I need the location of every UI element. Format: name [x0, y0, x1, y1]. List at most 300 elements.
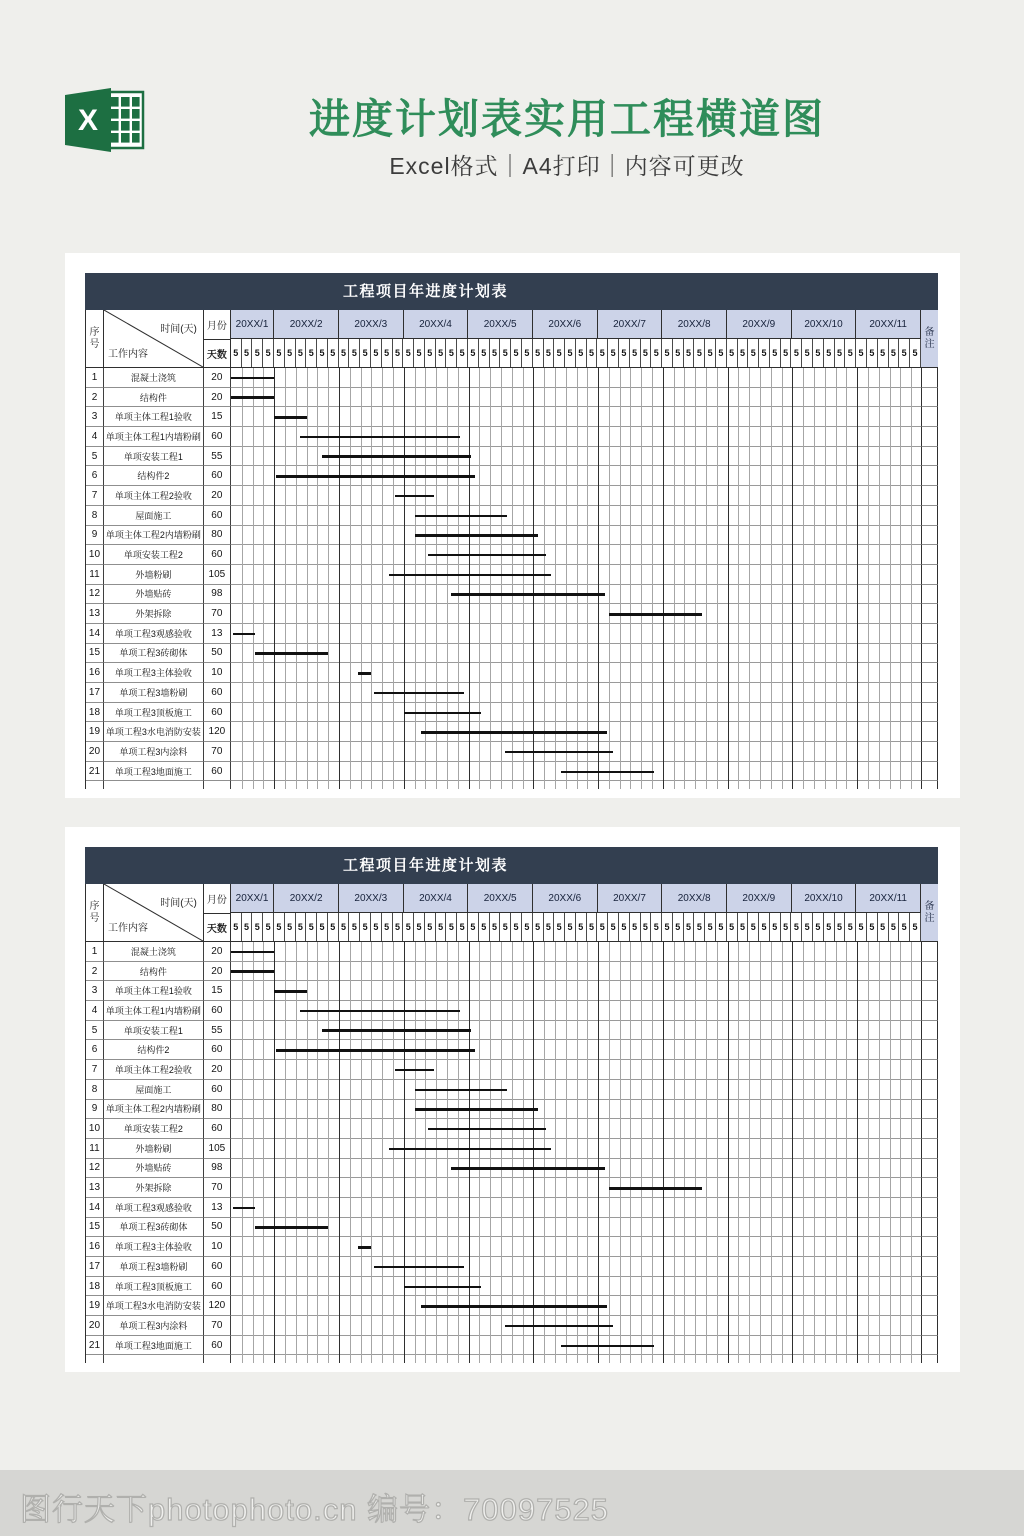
day-unit-cell: 5	[759, 913, 770, 941]
gantt-area-cell	[231, 447, 921, 467]
table-row	[86, 545, 938, 565]
row-serial-cell: 12	[86, 585, 104, 605]
duration-cell: 60	[204, 1119, 231, 1139]
day-unit-cell: 5	[490, 913, 501, 941]
duration-cell: 105	[204, 565, 231, 585]
table-row	[86, 1296, 938, 1316]
task-name-cell: 单项工程3顶板施工	[104, 703, 204, 723]
duration-cell: 50	[204, 644, 231, 664]
duration-cell: 120	[204, 722, 231, 742]
remark-cell	[921, 506, 938, 526]
day-unit-cell: 5	[899, 339, 910, 367]
task-name-cell: 单项工程3内涂料	[104, 1316, 204, 1336]
task-name-cell: 屋面施工	[104, 1080, 204, 1100]
gantt-area-cell	[231, 1139, 921, 1159]
duration-cell: 80	[204, 526, 231, 546]
day-unit-cell: 5	[867, 913, 878, 941]
gantt-area-cell	[231, 1178, 921, 1198]
sheet-header	[85, 310, 938, 368]
gantt-area-cell	[231, 1336, 921, 1356]
day-unit-cell: 5	[748, 339, 759, 367]
task-name-cell: 结构件2	[104, 466, 204, 486]
table-row	[86, 427, 938, 447]
duration-cell: 60	[204, 1001, 231, 1021]
day-unit-cell: 5	[242, 339, 253, 367]
row-serial-cell: 18	[86, 703, 104, 723]
day-unit-cell: 5	[727, 913, 738, 941]
remark-cell	[921, 1257, 938, 1277]
task-name-cell: 外墙贴砖	[104, 585, 204, 605]
month-header-cell: 20XX/1	[231, 884, 274, 913]
day-unit-cell: 5	[436, 913, 447, 941]
remark-cell	[921, 1198, 938, 1218]
day-unit-cell: 5	[274, 339, 285, 367]
day-unit-cell: 5	[845, 339, 856, 367]
day-unit-cell: 5	[813, 913, 824, 941]
duration-cell: 60	[204, 1040, 231, 1060]
row-serial-cell: 2	[86, 388, 104, 408]
duration-cell: 70	[204, 1178, 231, 1198]
gantt-area-cell	[231, 762, 921, 782]
gantt-area-cell	[231, 604, 921, 624]
day-unit-cell: 5	[328, 339, 339, 367]
day-unit-cell: 5	[285, 339, 296, 367]
gantt-area-cell	[231, 942, 921, 962]
partial-cell	[921, 781, 938, 789]
task-name-cell: 结构件	[104, 388, 204, 408]
remark-cell	[921, 683, 938, 703]
month-header-cell: 20XX/7	[598, 884, 663, 913]
day-unit-cell: 5	[231, 913, 242, 941]
gantt-area-cell	[231, 1080, 921, 1100]
task-name-cell: 单项安装工程1	[104, 447, 204, 467]
day-unit-cell: 5	[619, 339, 630, 367]
day-unit-cell: 5	[511, 913, 522, 941]
serial-label-char: 号	[89, 912, 100, 924]
day-unit-cell: 5	[554, 913, 565, 941]
days-label: 天数	[206, 350, 227, 361]
row-serial-cell: 15	[86, 1218, 104, 1238]
task-name-cell: 单项安装工程1	[104, 1021, 204, 1041]
time-days-label: 时间(天)	[160, 324, 197, 335]
gantt-area-cell	[231, 1100, 921, 1120]
day-unit-cell: 5	[824, 913, 835, 941]
day-unit-cell: 5	[296, 913, 307, 941]
day-unit-cell: 5	[759, 339, 770, 367]
day-unit-cell: 5	[296, 339, 307, 367]
day-unit-cell: 5	[705, 913, 716, 941]
days-label: 天数	[206, 924, 227, 935]
remark-cell	[921, 368, 938, 388]
day-unit-cell: 5	[349, 339, 360, 367]
month-header-cell: 20XX/8	[662, 884, 727, 913]
table-row	[86, 1040, 938, 1060]
day-unit-cell: 5	[274, 913, 285, 941]
row-serial-cell: 8	[86, 506, 104, 526]
day-unit-cell: 5	[770, 913, 781, 941]
sheet-title-bar: 工程项目年进度计划表	[85, 273, 938, 310]
table-panel-1	[65, 253, 960, 798]
duration-cell: 13	[204, 1198, 231, 1218]
day-unit-cell: 5	[662, 913, 673, 941]
day-unit-cell: 5	[835, 913, 846, 941]
duration-cell: 80	[204, 1100, 231, 1120]
month-header-cell: 20XX/7	[598, 310, 663, 339]
table-row	[86, 683, 938, 703]
task-name-cell: 单项主体工程2内墙粉刷	[104, 1100, 204, 1120]
day-unit-cell: 5	[382, 913, 393, 941]
table-row	[86, 1336, 938, 1356]
partial-cell	[231, 1355, 921, 1363]
day-unit-cell: 5	[263, 913, 274, 941]
day-unit-cell: 5	[306, 339, 317, 367]
remark-header-cell	[921, 884, 938, 941]
day-unit-cell: 5	[479, 913, 490, 941]
diagonal-header-cell	[104, 884, 204, 941]
day-unit-cell: 5	[867, 339, 878, 367]
duration-cell: 60	[204, 762, 231, 782]
gantt-area-cell	[231, 683, 921, 703]
day-unit-cell: 5	[738, 339, 749, 367]
row-serial-cell: 18	[86, 1277, 104, 1297]
row-serial-cell: 15	[86, 644, 104, 664]
gantt-area-cell	[231, 722, 921, 742]
row-serial-cell: 20	[86, 742, 104, 762]
day-unit-cell: 5	[673, 339, 684, 367]
gantt-area-cell	[231, 1257, 921, 1277]
page-subtitle: Excel格式｜A4打印｜内容可更改	[389, 153, 745, 179]
month-header-cell: 20XX/3	[339, 310, 404, 339]
remark-cell	[921, 1060, 938, 1080]
row-serial-cell: 13	[86, 604, 104, 624]
duration-cell: 70	[204, 604, 231, 624]
duration-cell: 105	[204, 1139, 231, 1159]
day-unit-cell: 5	[587, 913, 598, 941]
row-serial-cell: 11	[86, 1139, 104, 1159]
task-name-cell: 单项工程3墙粉刷	[104, 683, 204, 703]
day-unit-cell: 5	[360, 913, 371, 941]
month-header-cell: 20XX/11	[856, 884, 921, 913]
table-row	[86, 1080, 938, 1100]
month-header-cell: 20XX/2	[274, 884, 339, 913]
table-row	[86, 663, 938, 683]
day-unit-cell: 5	[522, 339, 533, 367]
table-row	[86, 604, 938, 624]
remark-cell	[921, 1159, 938, 1179]
table-row	[86, 1316, 938, 1336]
table-row	[86, 1119, 938, 1139]
month-days-header-cell	[204, 310, 231, 367]
table-row	[86, 722, 938, 742]
day-unit-cell: 5	[285, 913, 296, 941]
remark-cell	[921, 1237, 938, 1257]
table-row	[86, 1178, 938, 1198]
table-row	[86, 565, 938, 585]
task-name-cell: 单项安装工程2	[104, 545, 204, 565]
row-serial-cell: 6	[86, 466, 104, 486]
remark-cell	[921, 1021, 938, 1041]
day-unit-cell: 5	[425, 913, 436, 941]
gantt-area-cell	[231, 1198, 921, 1218]
month-row	[231, 310, 921, 339]
gantt-area-cell	[231, 427, 921, 447]
row-serial-cell: 11	[86, 565, 104, 585]
row-serial-cell: 17	[86, 1257, 104, 1277]
table-row	[86, 1139, 938, 1159]
month-header-cell: 20XX/2	[274, 310, 339, 339]
duration-cell: 60	[204, 1080, 231, 1100]
day-unit-cell: 5	[511, 339, 522, 367]
task-name-cell: 单项工程3地面施工	[104, 762, 204, 782]
row-serial-cell: 9	[86, 526, 104, 546]
day-unit-cell: 5	[339, 913, 350, 941]
day-unit-cell: 5	[856, 339, 867, 367]
gantt-area-cell	[231, 388, 921, 408]
duration-cell: 20	[204, 962, 231, 982]
day-unit-cell: 5	[716, 339, 727, 367]
row-serial-cell: 13	[86, 1178, 104, 1198]
day-unit-cell: 5	[306, 913, 317, 941]
work-content-label: 工作内容	[107, 923, 148, 934]
day-unit-cell: 5	[403, 339, 414, 367]
day-unit-cell: 5	[608, 339, 619, 367]
duration-cell: 60	[204, 1257, 231, 1277]
month-header-cell: 20XX/10	[792, 310, 857, 339]
work-content-label: 工作内容	[107, 349, 148, 360]
row-serial-cell: 7	[86, 486, 104, 506]
task-name-cell: 屋面施工	[104, 506, 204, 526]
day-unit-cell: 5	[231, 339, 242, 367]
day-unit-cell: 5	[393, 913, 404, 941]
month-label: 月份	[204, 884, 230, 914]
duration-cell: 60	[204, 466, 231, 486]
table-row	[86, 1277, 938, 1297]
row-serial-cell: 4	[86, 1001, 104, 1021]
remark-cell	[921, 1139, 938, 1159]
task-name-cell: 单项主体工程1内墙粉刷	[104, 1001, 204, 1021]
remark-cell	[921, 722, 938, 742]
row-serial-cell: 8	[86, 1080, 104, 1100]
day-unit-cell: 5	[673, 913, 684, 941]
row-serial-cell: 16	[86, 1237, 104, 1257]
day-unit-cell: 5	[457, 339, 468, 367]
row-serial-cell: 19	[86, 722, 104, 742]
day-unit-cell: 5	[500, 913, 511, 941]
gantt-area-cell	[231, 545, 921, 565]
table-row	[86, 1100, 938, 1120]
duration-cell: 20	[204, 942, 231, 962]
day-unit-cell: 5	[479, 339, 490, 367]
day-unit-cell: 5	[608, 913, 619, 941]
task-name-cell: 单项安装工程2	[104, 1119, 204, 1139]
remark-cell	[921, 1277, 938, 1297]
day-unit-cell: 5	[619, 913, 630, 941]
day-unit-cell: 5	[587, 339, 598, 367]
task-name-cell: 单项工程3观感验收	[104, 624, 204, 644]
gantt-area-cell	[231, 368, 921, 388]
day-unit-cell: 5	[414, 913, 425, 941]
task-name-cell: 单项工程3砖砌体	[104, 644, 204, 664]
duration-cell: 98	[204, 585, 231, 605]
remark-cell	[921, 703, 938, 723]
day-unit-cell: 5	[781, 913, 792, 941]
day-unit-cell: 5	[446, 913, 457, 941]
remark-label-char: 备	[924, 900, 935, 912]
day-unit-cell: 5	[403, 913, 414, 941]
table-row	[86, 962, 938, 982]
day-unit-cell: 5	[597, 913, 608, 941]
row-serial-cell: 9	[86, 1100, 104, 1120]
day-unit-cell: 5	[317, 339, 328, 367]
gantt-area-cell	[231, 1296, 921, 1316]
serial-label-char: 号	[89, 338, 100, 350]
task-name-cell: 单项主体工程2验收	[104, 486, 204, 506]
task-name-cell: 外墙粉刷	[104, 565, 204, 585]
day-unit-cell: 5	[856, 913, 867, 941]
duration-cell: 50	[204, 1218, 231, 1238]
remark-header-cell	[921, 310, 938, 367]
duration-cell: 60	[204, 1336, 231, 1356]
row-serial-cell: 5	[86, 1021, 104, 1041]
gantt-area-cell	[231, 1218, 921, 1238]
row-serial-cell: 12	[86, 1159, 104, 1179]
duration-cell: 60	[204, 703, 231, 723]
duration-cell: 98	[204, 1159, 231, 1179]
task-name-cell: 混凝土浇筑	[104, 368, 204, 388]
day-unit-cell: 5	[813, 339, 824, 367]
table-row	[86, 486, 938, 506]
day-unit-cell: 5	[824, 339, 835, 367]
row-serial-cell: 19	[86, 1296, 104, 1316]
task-name-cell: 单项工程3观感验收	[104, 1198, 204, 1218]
task-name-cell: 结构件2	[104, 1040, 204, 1060]
row-serial-cell: 1	[86, 368, 104, 388]
remark-cell	[921, 1218, 938, 1238]
month-header-cell: 20XX/11	[856, 310, 921, 339]
duration-cell: 60	[204, 427, 231, 447]
day-unit-cell: 5	[565, 339, 576, 367]
gantt-area-cell	[231, 1040, 921, 1060]
gantt-area-cell	[231, 742, 921, 762]
day-unit-cell: 5	[630, 339, 641, 367]
table-row	[86, 1159, 938, 1179]
day-unit-cell: 5	[716, 913, 727, 941]
sheet-body	[85, 368, 938, 789]
month-header-cell: 20XX/3	[339, 884, 404, 913]
table-row	[86, 1218, 938, 1238]
row-serial-cell: 14	[86, 1198, 104, 1218]
row-serial-cell: 7	[86, 1060, 104, 1080]
row-serial-cell: 4	[86, 427, 104, 447]
remark-cell	[921, 1001, 938, 1021]
day-unit-cell: 5	[457, 913, 468, 941]
task-name-cell: 单项工程3砖砌体	[104, 1218, 204, 1238]
remark-cell	[921, 644, 938, 664]
partial-cell	[86, 1355, 104, 1363]
gantt-area-cell	[231, 1237, 921, 1257]
day-unit-cell: 5	[339, 339, 350, 367]
duration-cell: 10	[204, 1237, 231, 1257]
remark-cell	[921, 486, 938, 506]
table-row	[86, 388, 938, 408]
day-unit-cell: 5	[781, 339, 792, 367]
row-serial-cell: 2	[86, 962, 104, 982]
day-unit-cell: 5	[425, 339, 436, 367]
task-name-cell: 单项工程3墙粉刷	[104, 1257, 204, 1277]
duration-cell: 60	[204, 545, 231, 565]
day-unit-cell: 5	[694, 913, 705, 941]
remark-cell	[921, 604, 938, 624]
row-serial-cell: 6	[86, 1040, 104, 1060]
duration-cell: 60	[204, 1277, 231, 1297]
table-row	[86, 1198, 938, 1218]
day-unit-cell: 5	[349, 913, 360, 941]
remark-cell	[921, 624, 938, 644]
sheet-header	[85, 884, 938, 942]
task-name-cell: 单项主体工程2内墙粉刷	[104, 526, 204, 546]
time-days-label: 时间(天)	[160, 898, 197, 909]
footer-bar	[0, 1470, 1024, 1536]
serial-label-char: 序	[89, 900, 100, 912]
remark-cell	[921, 962, 938, 982]
day-unit-cell: 5	[500, 339, 511, 367]
partial-cell	[204, 1355, 231, 1363]
task-name-cell: 单项主体工程1验收	[104, 981, 204, 1001]
task-name-cell: 结构件	[104, 962, 204, 982]
partial-row	[86, 1355, 938, 1363]
month-header-cell: 20XX/5	[468, 310, 533, 339]
day-unit-cell: 5	[544, 339, 555, 367]
remark-cell	[921, 762, 938, 782]
partial-cell	[104, 781, 204, 789]
partial-cell	[204, 781, 231, 789]
gantt-area-cell	[231, 981, 921, 1001]
remark-label-char: 注	[924, 338, 935, 350]
gantt-area-cell	[231, 1021, 921, 1041]
task-name-cell: 单项工程3主体验收	[104, 1237, 204, 1257]
day-unit-cell: 5	[360, 339, 371, 367]
row-serial-cell: 10	[86, 1119, 104, 1139]
table-row	[86, 447, 938, 467]
serial-header-cell	[86, 884, 104, 941]
day-unit-cell: 5	[630, 913, 641, 941]
table-row	[86, 1060, 938, 1080]
row-serial-cell: 1	[86, 942, 104, 962]
page-title: 进度计划表实用工程横道图	[309, 96, 825, 142]
gantt-area-cell	[231, 703, 921, 723]
day-unit-cell: 5	[738, 913, 749, 941]
day-unit-cell: 5	[899, 913, 910, 941]
row-serial-cell: 3	[86, 981, 104, 1001]
month-header-cell: 20XX/9	[727, 884, 792, 913]
table-panel-2	[65, 827, 960, 1372]
month-header-cell: 20XX/6	[533, 310, 598, 339]
day-unit-cell: 5	[684, 913, 695, 941]
remark-cell	[921, 388, 938, 408]
remark-label-char: 备	[924, 326, 935, 338]
day-unit-cell: 5	[878, 913, 889, 941]
table-row	[86, 942, 938, 962]
day-unit-cell: 5	[910, 913, 921, 941]
day-unit-cell: 5	[242, 913, 253, 941]
duration-cell: 60	[204, 683, 231, 703]
task-name-cell: 单项工程3主体验收	[104, 663, 204, 683]
days-row	[231, 339, 921, 367]
day-unit-cell: 5	[889, 913, 900, 941]
table-row	[86, 407, 938, 427]
table-row	[86, 1001, 938, 1021]
duration-cell: 60	[204, 506, 231, 526]
